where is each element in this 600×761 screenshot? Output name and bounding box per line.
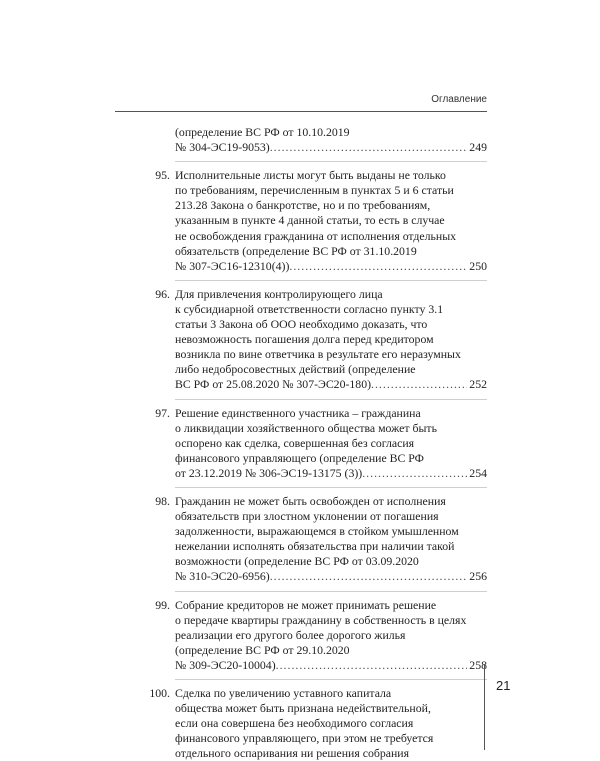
entry-last-line xyxy=(175,259,487,274)
entry-line: общества может быть признана недействительной, xyxy=(175,701,431,716)
entry-text xyxy=(175,406,487,481)
dot-leader xyxy=(289,259,467,274)
toc-entry[interactable] xyxy=(132,168,487,274)
dot-leader xyxy=(276,658,468,673)
entry-page-number[interactable]: 252 xyxy=(469,377,487,392)
entry-line: финансового управляющего, при этом не требуется xyxy=(175,731,434,746)
entry-number: 95. xyxy=(155,168,170,183)
entry-line: о передаче квартиры гражданину в собственность в целях xyxy=(175,612,467,627)
entry-line: невозможность погашения долга перед кредитором xyxy=(175,332,434,347)
entry-line: по требованиям, перечисленным в пунктах 5 и 6 статьи xyxy=(175,183,454,198)
entry-number: 98. xyxy=(155,493,170,508)
entry-number: 99. xyxy=(155,597,170,612)
entry-last-line xyxy=(175,140,487,155)
entry-line: задолженности, выражающемся в стойком умышленном xyxy=(175,524,459,539)
entry-separator xyxy=(175,161,487,162)
entry-line: Исполнительные листы могут быть выданы не только xyxy=(175,168,446,183)
entry-text xyxy=(175,287,487,393)
entry-text xyxy=(175,598,487,673)
dot-leader xyxy=(270,140,468,155)
entry-line: 213.28 Закона о банкротстве, но и по требованиям, xyxy=(175,198,431,213)
entry-text xyxy=(175,168,487,274)
page-number: 21 xyxy=(496,678,511,693)
entry-line: от 23.12.2019 № 306-ЭС19-13175 (3)) xyxy=(175,465,363,480)
entry-line: Гражданин не может быть освобожден от исполнения xyxy=(175,493,446,508)
entry-line: Решение единственного участника – гражданина xyxy=(175,405,421,420)
entry-line: реализации его другого более дорогого жилья xyxy=(175,627,406,642)
entry-last-line xyxy=(175,466,487,481)
entry-last-line xyxy=(175,377,487,392)
toc-entry[interactable] xyxy=(132,598,487,673)
entry-line: финансового управляющего (определение ВС РФ xyxy=(175,450,424,465)
toc-entry[interactable] xyxy=(132,125,487,155)
header-rule xyxy=(115,111,487,112)
entry-line: отдельного оспаривания ни решения собрания xyxy=(175,746,410,761)
entry-line: Сделка по увеличению уставного капитала xyxy=(175,686,392,700)
entry-page-number[interactable]: 256 xyxy=(469,569,487,584)
entry-page-number[interactable]: 254 xyxy=(469,465,487,480)
toc-entry[interactable] xyxy=(132,494,487,585)
entry-separator xyxy=(175,399,487,400)
entry-line: № 309-ЭС20-10004) xyxy=(175,657,276,672)
entry-separator xyxy=(175,679,487,680)
page-number-rule xyxy=(484,664,485,750)
entry-number: 100. xyxy=(149,686,170,700)
entry-page-number[interactable]: 258 xyxy=(469,657,487,672)
entry-line: (определение ВС РФ от 10.10.2019 xyxy=(175,125,350,139)
entry-line: если она совершена без необходимого согласия xyxy=(175,716,414,731)
dot-leader xyxy=(270,569,468,584)
entry-last-line xyxy=(175,569,487,584)
entry-line: о ликвидации хозяйственного общества может быть xyxy=(175,420,437,435)
entry-line: либо недобросовестных действий (определение xyxy=(175,362,416,377)
entry-number: 97. xyxy=(155,405,170,420)
entry-page-number[interactable]: 249 xyxy=(469,140,487,155)
entry-line: указанным в пункте 4 данной статьи, то есть в случае xyxy=(175,213,445,228)
toc-entry[interactable] xyxy=(132,406,487,481)
entry-line: обязательств (определение ВС РФ от 31.10.2019 xyxy=(175,243,417,258)
entry-line: Для привлечения контролирующего лица xyxy=(175,286,383,301)
entry-separator xyxy=(175,280,487,281)
entry-line: Собрание кредиторов не может принимать решение xyxy=(175,597,437,612)
entry-number: 96. xyxy=(155,286,170,301)
entry-line: № 310-ЭС20-6956) xyxy=(175,569,270,584)
entry-line: (определение ВС РФ от 29.10.2020 xyxy=(175,642,350,657)
entry-page-number[interactable]: 250 xyxy=(469,258,487,273)
entry-line: не освобождения гражданина от исполнения отдельных xyxy=(175,228,457,243)
entry-line: № 304-ЭС19-9053) xyxy=(175,140,270,155)
entry-text xyxy=(175,125,487,155)
entry-line: № 307-ЭС16-12310(4)) xyxy=(175,258,290,273)
entry-line: оспорено как сделка, совершенная без согласия xyxy=(175,435,415,450)
entry-line: к субсидиарной ответственности согласно пункту 3.1 xyxy=(175,301,444,316)
entry-line: обязательств при злостном уклонении от погашения xyxy=(175,509,439,524)
dot-leader xyxy=(371,377,467,392)
entry-last-line xyxy=(175,658,487,673)
entry-text xyxy=(175,494,487,585)
entry-separator xyxy=(175,591,487,592)
running-header: Оглавление xyxy=(431,94,487,105)
entry-line: статьи 3 Закона об ООО необходимо доказать, что xyxy=(175,317,428,332)
entry-line: ВС РФ от 25.08.2020 № 307-ЭС20-180) xyxy=(175,377,372,392)
table-of-contents xyxy=(132,125,487,761)
entry-separator xyxy=(175,487,487,488)
entry-line: возможности (определение ВС РФ от 03.09.2020 xyxy=(175,554,419,569)
entry-line: возникла по вине ответчика в результате его неразумных xyxy=(175,347,461,362)
toc-entry[interactable] xyxy=(132,287,487,393)
entry-line: нежелании исполнять обязательства при наличии такой xyxy=(175,539,455,554)
dot-leader xyxy=(362,466,467,481)
